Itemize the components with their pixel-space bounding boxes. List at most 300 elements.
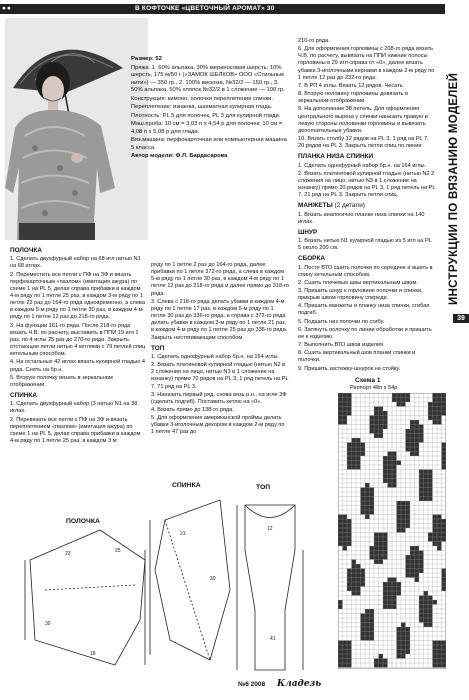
schema-cell [419, 429, 424, 434]
schema-cell [365, 483, 370, 488]
schema-cell [370, 627, 375, 632]
schema-cell [374, 551, 379, 556]
mid-line: ряду по 1 петле 2 раз до 164-го ряда, далее прибавки по 1 петле 372-го ряда, а слева в каждом 5-м ряду по 1 петле 30 раз, в каждом 4-м ряду по 1 петле 12 раз до 218-го ряда и далее прямо до 318-го ряда. [151, 262, 289, 297]
schema-cell [424, 474, 429, 479]
schema-cell [415, 443, 420, 448]
schema-cell [424, 600, 429, 605]
schema-cell [338, 416, 343, 421]
schema-cell [424, 483, 429, 488]
schema-cell [361, 582, 366, 587]
schema-subtitle: Раппорт 48п x 54р [350, 385, 398, 391]
schema-cell [406, 434, 411, 439]
schema-cell [433, 650, 438, 655]
schema-cell [428, 605, 433, 610]
schema-cell [338, 519, 343, 524]
schema-cell [401, 501, 406, 506]
section-title: ШНУР [298, 228, 318, 236]
schema-cell [406, 650, 411, 655]
schema-cell [343, 654, 348, 659]
schema-cell [388, 582, 393, 587]
schema-cell [415, 420, 420, 425]
schema-cell [419, 618, 424, 623]
section-line: 1. Вязать аналогично планке низа спинки на 140 иглах. [298, 211, 425, 225]
schema-cell [392, 465, 397, 470]
footer-brand: Кладезь [276, 679, 322, 689]
schema-cell [379, 560, 384, 565]
schema-cell [406, 573, 411, 578]
schema-cell [383, 456, 388, 461]
schema-cell [352, 461, 357, 466]
schema-cell [388, 479, 393, 484]
schema-cell [347, 447, 352, 452]
svg-text:18: 18 [90, 651, 96, 657]
schema-cell [352, 573, 357, 578]
schema-cell [338, 407, 343, 412]
schema-cell [352, 438, 357, 443]
schema-cell [343, 398, 348, 403]
schema-cell [397, 515, 402, 520]
schema-cell [365, 506, 370, 511]
schema-cell [388, 605, 393, 610]
svg-text:21: 21 [180, 531, 186, 537]
section-line: 8. Сшить вертикальный шов планки спинки и полочки. [298, 350, 416, 364]
spec-author: Автор модели: Ф.Л. Бардасарова [131, 153, 228, 160]
schema-cell [347, 537, 352, 542]
schema-cell [406, 506, 411, 511]
schema-cell [379, 555, 384, 560]
schema-cell [347, 645, 352, 650]
schema-cell [428, 614, 433, 619]
schema-cell [428, 470, 433, 475]
schema-cell [392, 600, 397, 605]
schema-cell [379, 411, 384, 416]
schema-cell [361, 488, 366, 493]
schema-cell [379, 416, 384, 421]
schema-cell [356, 591, 361, 596]
schema-cell [437, 663, 442, 668]
schema-cell [361, 506, 366, 511]
schema-cell [392, 596, 397, 601]
polochka-line: 5. Вторую полочку вязать в зеркальном отображении. [10, 374, 113, 388]
schema-cell [361, 636, 366, 641]
schema-cell [433, 533, 438, 538]
schema-cell [352, 582, 357, 587]
schema-cell [397, 654, 402, 659]
schema-cell [392, 605, 397, 610]
section-title [298, 202, 436, 210]
spinka-title: СПИНКА [10, 392, 37, 399]
schema-cell [406, 510, 411, 515]
schema-cell [338, 524, 343, 529]
schema-cell [406, 524, 411, 529]
schema-cell [397, 627, 402, 632]
schema-cell [338, 663, 343, 668]
schema-cell [401, 636, 406, 641]
schema-cell [428, 596, 433, 601]
schema-cell [361, 569, 366, 574]
schema-cell [343, 645, 348, 650]
schema-cell [338, 393, 343, 398]
svg-text:12: 12 [267, 526, 273, 532]
section-line: 3. Пришить шнур к горловине полочки и спинки, прикрыв швом горловину спереди. [298, 287, 423, 302]
schema-cell [397, 587, 402, 592]
top-line: 2. Вязать платиновой кулирной гладью (нитью N2 в 2 сложения на лицо, нитью N3 в 1 сложение на изнанку) прямо 70 рядов на PL 3, 1 ряд петель на PL 7, 71 ряд на PL 3. [151, 362, 289, 390]
schema-cell [352, 465, 357, 470]
schema-cell [415, 429, 420, 434]
schema-cell [374, 420, 379, 425]
schema-cell [361, 573, 366, 578]
schema-cell [419, 479, 424, 484]
diagram-polochka-label: ПОЛОЧКА [66, 518, 100, 525]
diagram-spinka-label: СПИНКА [172, 482, 201, 489]
schema-cell [415, 546, 420, 551]
schema-cell [343, 416, 348, 421]
schema-cell [392, 474, 397, 479]
schema-cell [347, 659, 352, 664]
schema-cell [347, 456, 352, 461]
schema-cell [419, 483, 424, 488]
schema-cell [415, 438, 420, 443]
schema-cell [392, 587, 397, 592]
schema-cell [442, 537, 447, 542]
schema-cell [365, 627, 370, 632]
schema-cell [383, 600, 388, 605]
schema-cell [401, 506, 406, 511]
schema-cell [338, 650, 343, 655]
schema-cell [347, 587, 352, 592]
schema-cell [415, 452, 420, 457]
schema-cell [415, 555, 420, 560]
schema-cell [352, 456, 357, 461]
schema-cell [343, 411, 348, 416]
schema-cell [356, 578, 361, 583]
schema-cell [410, 452, 415, 457]
schema-cell [437, 641, 442, 646]
schema-cell [388, 587, 393, 592]
schema-cell [419, 438, 424, 443]
schema-cell [410, 434, 415, 439]
schema-cell [343, 542, 348, 547]
schema-cell [374, 425, 379, 430]
schema-cell [442, 402, 447, 407]
right-text-line: 8. Вторую половину горловины довязать в зеркальном отображении. [298, 91, 408, 105]
manzhety-title: МАНЖЕТЫ [298, 202, 333, 210]
schema-cell [410, 546, 415, 551]
schema-cell [419, 425, 424, 430]
schema-cell [374, 533, 379, 538]
schema-cell [347, 407, 352, 412]
schema-cell [442, 587, 447, 592]
schema-cell [338, 537, 343, 542]
schema-cell [365, 623, 370, 628]
schema-cell [406, 393, 411, 398]
schema-cell [397, 641, 402, 646]
top-line: 1. Сделать однофурный набор бр.н. на 164 иглы. [151, 353, 280, 360]
schema-cell [397, 519, 402, 524]
schema-cell [419, 551, 424, 556]
schema-cell [401, 650, 406, 655]
schema-cell [370, 609, 375, 614]
schema-cell [406, 429, 411, 434]
schema-cell [428, 492, 433, 497]
schema-cell [356, 564, 361, 569]
schema-cell [437, 533, 442, 538]
schema-cell [374, 560, 379, 565]
schema-cell [347, 654, 352, 659]
schema-cell [347, 393, 352, 398]
schema-cell [415, 578, 420, 583]
section-line: 1. Вязать нитью N1 кулирной гладью из 5 игл на PL 5 около 200 см. [298, 238, 432, 252]
schema-cell [388, 596, 393, 601]
spec-machine: Вяз.машина: перфокарточная или компьютерная машина 5 класса. [131, 137, 287, 151]
schema-cell [379, 654, 384, 659]
polochka-line: 2. Переместить все петли с ПФ на ЗФ и вязать перфокарточным «пазлом» (имитация ажура) по схеме 1 на PL 5, делая справа прибавки в каждом 4-м ряду по 1 петле 25 раз, в каждом 3-м ряду по 1 петле 23 раз до 164-го ряда одновременно, а слева в каждом 5-м ряду по 1 петле 30 раз, в каждом 4-м ряду по 1 петле 12 раз до 218-го ряда. [10, 271, 145, 321]
spec-size: Размер: 52 [131, 56, 162, 62]
schema-cell [343, 641, 348, 646]
schema-cell [365, 488, 370, 493]
top-line: 4. Вязать прямо до 138-го ряда. [151, 407, 234, 413]
schema-cell [392, 398, 397, 403]
schema-cell [347, 524, 352, 529]
schema-cell [437, 402, 442, 407]
schema-cell [397, 393, 402, 398]
schema-cell [383, 411, 388, 416]
section-line: 7. Выполнить ВТО швов изделия. [298, 342, 385, 349]
schema-cell [356, 447, 361, 452]
schema-cell [356, 443, 361, 448]
schema-cell [338, 605, 343, 610]
schema-cell [433, 411, 438, 416]
schema-cell [437, 654, 442, 659]
right-text-line: 7. В РП 4 иглы. Вязать 12 рядов. Чесать. [298, 82, 405, 89]
schema-cell [352, 443, 357, 448]
schema-cell [419, 497, 424, 502]
schema-cell [392, 452, 397, 457]
schema-cell [338, 533, 343, 538]
schema-cell [356, 582, 361, 587]
schema-cell [401, 519, 406, 524]
schema-cell [406, 398, 411, 403]
schema-cell [343, 663, 348, 668]
schema-cell [419, 600, 424, 605]
schema-cell [347, 542, 352, 547]
schema-cell [343, 546, 348, 551]
schema-cell [437, 528, 442, 533]
schema-cell [347, 519, 352, 524]
schema-cell [370, 551, 375, 556]
schema-cell [433, 407, 438, 412]
schema-cell [433, 659, 438, 664]
schema-cell [424, 470, 429, 475]
schema-cell [410, 438, 415, 443]
schema-cell [419, 569, 424, 574]
schema-cell [379, 407, 384, 412]
schema-cell [419, 474, 424, 479]
schema-cell [392, 470, 397, 475]
schema-cell [410, 425, 415, 430]
schema-cell [437, 416, 442, 421]
schema-cell [392, 582, 397, 587]
schema-cell [383, 605, 388, 610]
schema-cell [442, 465, 447, 470]
schema-cell [397, 501, 402, 506]
schema-cell [370, 492, 375, 497]
schema-cell [392, 393, 397, 398]
svg-text:23: 23 [65, 551, 71, 557]
schema-cell [442, 663, 447, 668]
schema-cell [379, 542, 384, 547]
schema-cell [379, 546, 384, 551]
schema-cell [442, 533, 447, 538]
schema-cell [406, 564, 411, 569]
schema-cell [347, 411, 352, 416]
schema-cell [442, 411, 447, 416]
schema-cell [410, 551, 415, 556]
schema-cell [356, 569, 361, 574]
schema-cell [338, 645, 343, 650]
schema-cell [437, 519, 442, 524]
schema-cell [379, 425, 384, 430]
schema-cell [424, 618, 429, 623]
schema-cell [437, 420, 442, 425]
schema-cell [361, 632, 366, 637]
schema-cell [392, 456, 397, 461]
schema-cell [406, 636, 411, 641]
schema-cell [383, 479, 388, 484]
schema-cell [388, 600, 393, 605]
schema-cell [343, 393, 348, 398]
schema-cell [343, 519, 348, 524]
schema-cell [343, 537, 348, 542]
schema-cell [442, 573, 447, 578]
schema-cell [338, 411, 343, 416]
schema-cell [437, 398, 442, 403]
schema-cell [374, 416, 379, 421]
schema-cell [392, 591, 397, 596]
svg-text:41: 41 [270, 636, 276, 642]
schema-cell [361, 614, 366, 619]
schema-cell [370, 425, 375, 430]
schema-cell [442, 641, 447, 646]
schema-cell [424, 614, 429, 619]
header-dots: ●● [2, 5, 12, 12]
schema-cell [410, 447, 415, 452]
schema-cell [410, 420, 415, 425]
schema-cell [401, 627, 406, 632]
schema-cell [433, 542, 438, 547]
schema-cell [406, 555, 411, 560]
schema-cell [424, 479, 429, 484]
schema-cell [442, 447, 447, 452]
schema-cell [347, 452, 352, 457]
schema-cell [410, 564, 415, 569]
schema-cell [415, 434, 420, 439]
schema-cell [397, 506, 402, 511]
schema-cell [347, 398, 352, 403]
schema-cell [406, 569, 411, 574]
schema-cell [343, 524, 348, 529]
schema-cell [419, 596, 424, 601]
schema-cell [365, 614, 370, 619]
schema-cell [433, 398, 438, 403]
schema-cell [410, 569, 415, 574]
schema-cell [397, 582, 402, 587]
schema-cell [415, 560, 420, 565]
schema-cell [374, 542, 379, 547]
polochka-line: 1. Сделать двухфурный набор на 68 игл нитью N1 на 68 иглах. [10, 256, 141, 270]
polochka-line: 3. На функции 161-го ряда. После 218-го ряда вязать Ч.В. по расчету, выставить в ППИ 19 игл 1 раз, по 4 иглы 25 раз до 270-го ряда. Закрыть отстающие петли нитью 4 кетлями с 79 петлей спиц кетельным способом. [10, 322, 146, 358]
schema-cell [419, 434, 424, 439]
schema-cell [397, 645, 402, 650]
schema-cell [383, 420, 388, 425]
top-line: 5. Для оформления американской проймы делать убавки 3-иголочным декором в каждом 2-м ряду по 1 петле 47 раз до [151, 415, 285, 436]
section-line: 1. Сделать однофурный набор бр.н. на 164 иглы. [298, 162, 427, 169]
schema-cell [383, 461, 388, 466]
schema-cell [424, 609, 429, 614]
schema-cell [370, 614, 375, 619]
schema-cell [433, 420, 438, 425]
schema-cell [361, 510, 366, 515]
right-column-top [298, 38, 436, 374]
schema-cell [370, 618, 375, 623]
schema-cell [419, 560, 424, 565]
schema-cell [365, 492, 370, 497]
schema-cell [437, 645, 442, 650]
spec-box [131, 56, 291, 162]
schema-cell [442, 393, 447, 398]
schema-cell [433, 654, 438, 659]
pattern-diagrams [5, 490, 335, 675]
schema-cell [356, 465, 361, 470]
schema-cell [410, 429, 415, 434]
schema-cell [356, 438, 361, 443]
schema-cell [437, 537, 442, 542]
schema-cell [437, 411, 442, 416]
schema-cell [383, 474, 388, 479]
schema-cell [428, 623, 433, 628]
schema-cell [401, 515, 406, 520]
svg-text:25: 25 [115, 548, 121, 554]
schema-cell [428, 609, 433, 614]
schema-cell [401, 645, 406, 650]
schema-cell [361, 627, 366, 632]
footer [238, 679, 321, 690]
schema-cell [374, 429, 379, 434]
schema-cell [428, 479, 433, 484]
schema-cell [361, 501, 366, 506]
schema-cell [361, 618, 366, 623]
schema-cell [383, 465, 388, 470]
section-line: 2. Сшить плечевые швы вертикальным швом. [298, 279, 418, 286]
schema-cell [397, 461, 402, 466]
schema-cell [379, 659, 384, 664]
schema-cell [361, 443, 366, 448]
middle-column [151, 262, 289, 438]
schema-cell [406, 519, 411, 524]
schema-cell [442, 519, 447, 524]
schema-cell [347, 641, 352, 646]
schema-cell [442, 528, 447, 533]
schema-cell [401, 654, 406, 659]
schema-cell [370, 506, 375, 511]
schema-cell [415, 564, 420, 569]
schema-cell [365, 632, 370, 637]
schema-cell [343, 515, 348, 520]
schema-cell [428, 488, 433, 493]
schema-cell [433, 393, 438, 398]
schema-cell [415, 569, 420, 574]
schema-cell [433, 645, 438, 650]
